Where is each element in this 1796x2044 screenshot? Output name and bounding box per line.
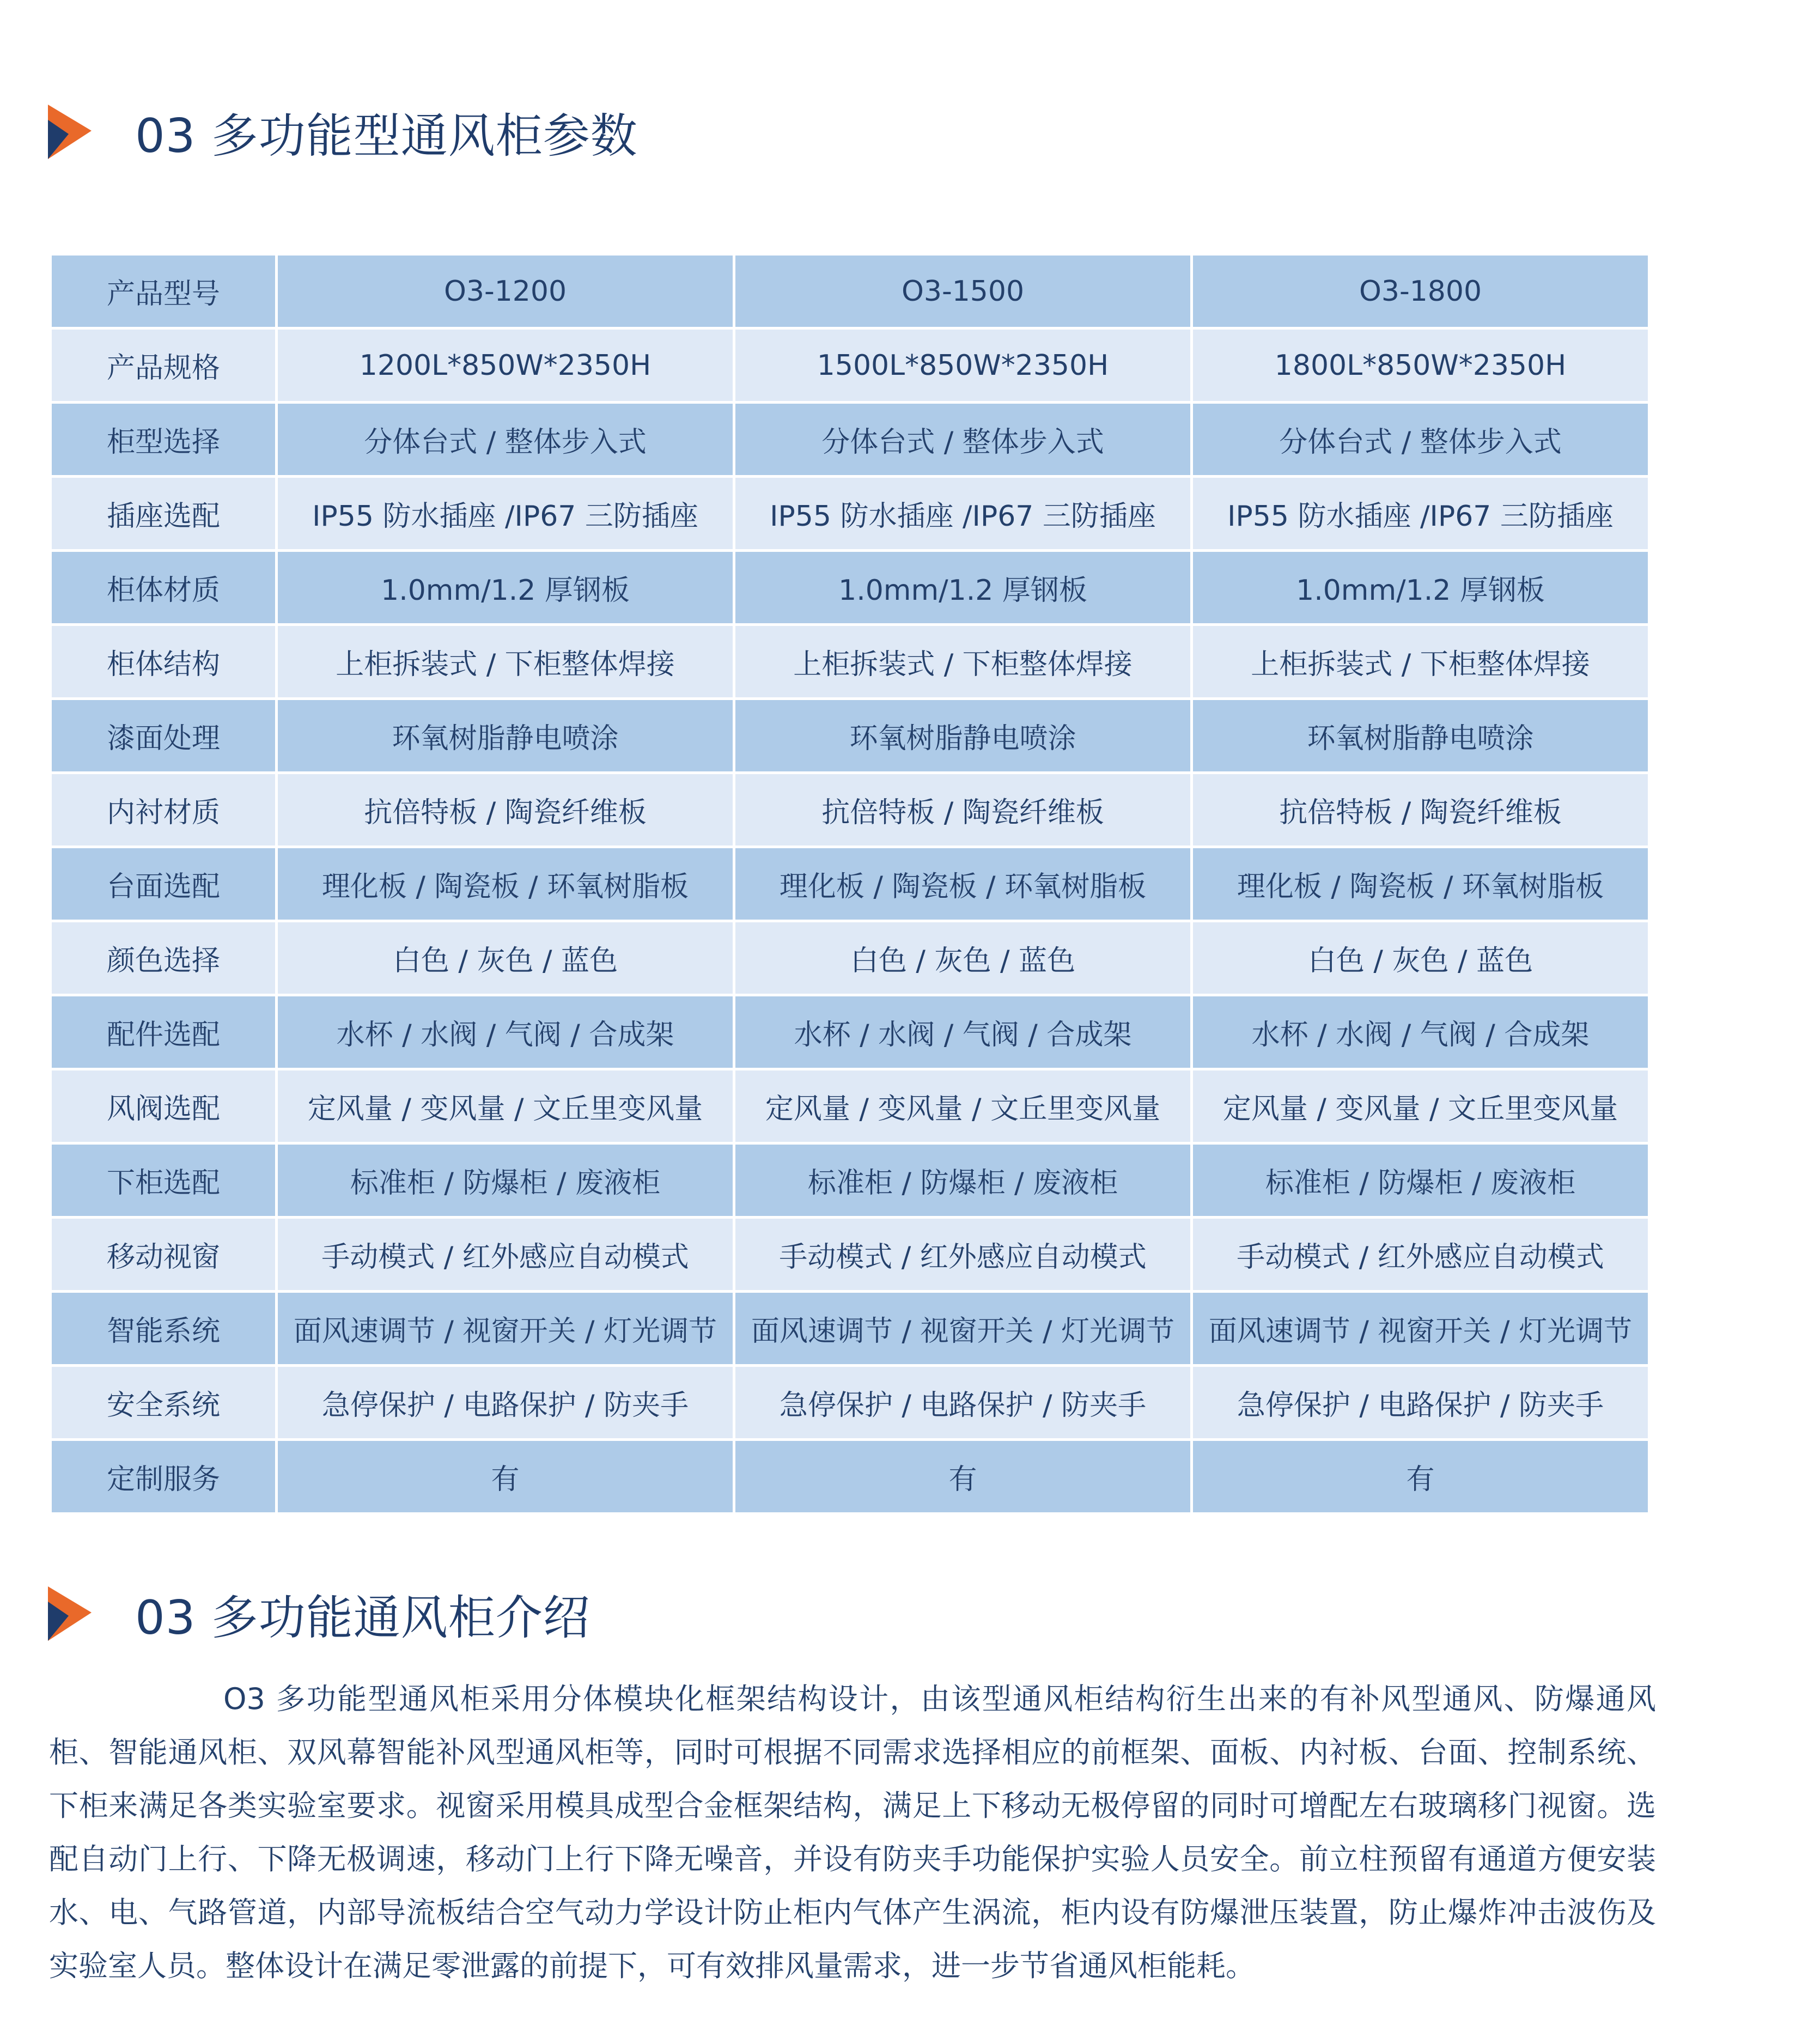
table-cell: 上柜拆装式 / 下柜整体焊接 bbox=[277, 625, 734, 699]
table-row bbox=[51, 1069, 1649, 1143]
table-cell: 理化板 / 陶瓷板 / 环氧树脂板 bbox=[1192, 847, 1649, 921]
table-cell: 手动模式 / 红外感应自动模式 bbox=[1192, 1218, 1649, 1292]
table-row bbox=[51, 847, 1649, 921]
table-cell: 理化板 / 陶瓷板 / 环氧树脂板 bbox=[277, 847, 734, 921]
triangle-marker-icon bbox=[48, 105, 92, 159]
table-cell: 面风速调节 / 视窗开关 / 灯光调节 bbox=[734, 1292, 1192, 1366]
table-cell: 1.0mm/1.2 厚钢板 bbox=[734, 551, 1192, 625]
row-label: 产品型号 bbox=[51, 254, 277, 328]
table-cell: 分体台式 / 整体步入式 bbox=[734, 403, 1192, 477]
table-row bbox=[51, 921, 1649, 995]
row-label: 移动视窗 bbox=[51, 1218, 277, 1292]
table-row bbox=[51, 477, 1649, 551]
intro-paragraph bbox=[49, 1672, 1656, 1993]
table-cell: 水杯 / 水阀 / 气阀 / 合成架 bbox=[1192, 995, 1649, 1069]
row-label: 颜色选择 bbox=[51, 921, 277, 995]
row-label: 下柜选配 bbox=[51, 1143, 277, 1218]
table-cell: 定风量 / 变风量 / 文丘里变风量 bbox=[1192, 1069, 1649, 1143]
table-cell: 分体台式 / 整体步入式 bbox=[277, 403, 734, 477]
table-cell: 上柜拆装式 / 下柜整体焊接 bbox=[734, 625, 1192, 699]
table-row bbox=[51, 551, 1649, 625]
row-label: 柜体材质 bbox=[51, 551, 277, 625]
row-label: 配件选配 bbox=[51, 995, 277, 1069]
table-cell: 手动模式 / 红外感应自动模式 bbox=[734, 1218, 1192, 1292]
table-row bbox=[51, 403, 1649, 477]
table-cell: 有 bbox=[277, 1440, 734, 1514]
table-row bbox=[51, 773, 1649, 847]
table-cell: 急停保护 / 电路保护 / 防夹手 bbox=[277, 1366, 734, 1440]
table-cell: IP55 防水插座 /IP67 三防插座 bbox=[1192, 477, 1649, 551]
row-label: 风阀选配 bbox=[51, 1069, 277, 1143]
table-cell: 手动模式 / 红外感应自动模式 bbox=[277, 1218, 734, 1292]
table-cell: 定风量 / 变风量 / 文丘里变风量 bbox=[277, 1069, 734, 1143]
table-cell: 标准柜 / 防爆柜 / 废液柜 bbox=[277, 1143, 734, 1218]
table-cell: 环氧树脂静电喷涂 bbox=[277, 699, 734, 773]
row-label: 柜体结构 bbox=[51, 625, 277, 699]
table-row bbox=[51, 1366, 1649, 1440]
row-label: 台面选配 bbox=[51, 847, 277, 921]
table-cell: 环氧树脂静电喷涂 bbox=[734, 699, 1192, 773]
model-cell: O3-1200 bbox=[277, 254, 734, 328]
table-cell: 分体台式 / 整体步入式 bbox=[1192, 403, 1649, 477]
table-cell: 水杯 / 水阀 / 气阀 / 合成架 bbox=[734, 995, 1192, 1069]
row-label: 内衬材质 bbox=[51, 773, 277, 847]
table-cell: 1.0mm/1.2 厚钢板 bbox=[277, 551, 734, 625]
table-row bbox=[51, 1292, 1649, 1366]
row-label: 智能系统 bbox=[51, 1292, 277, 1366]
table-cell: 上柜拆装式 / 下柜整体焊接 bbox=[1192, 625, 1649, 699]
table-cell: 1800L*850W*2350H bbox=[1192, 328, 1649, 403]
section-title-intro: 03 多功能通风柜介绍 bbox=[135, 1591, 590, 1645]
table-row bbox=[51, 699, 1649, 773]
model-cell: O3-1800 bbox=[1192, 254, 1649, 328]
table-row bbox=[51, 995, 1649, 1069]
table-cell: 环氧树脂静电喷涂 bbox=[1192, 699, 1649, 773]
row-label: 插座选配 bbox=[51, 477, 277, 551]
table-cell: 白色 / 灰色 / 蓝色 bbox=[734, 921, 1192, 995]
table-row bbox=[51, 328, 1649, 403]
table-cell: 1500L*850W*2350H bbox=[734, 328, 1192, 403]
table-cell: 白色 / 灰色 / 蓝色 bbox=[1192, 921, 1649, 995]
section-header-params bbox=[48, 98, 638, 166]
spec-table bbox=[49, 253, 1651, 1515]
table-cell: 标准柜 / 防爆柜 / 废液柜 bbox=[1192, 1143, 1649, 1218]
row-label: 定制服务 bbox=[51, 1440, 277, 1514]
row-label: 安全系统 bbox=[51, 1366, 277, 1440]
intro-text: O3 多功能型通风柜采用分体模块化框架结构设计，由该型通风柜结构衍生出来的有补风型通风、防爆通风柜、智能通风柜、双风幕智能补风型通风柜等，同时可根据不同需求选择相应的前框架、面板、内衬板、台面、控制系统、下柜来满足各类实验室要求。视窗采用模具成型合金框架结构，满足上下移动无极停留的同时可增配左右玻璃移门视窗。选配自动门上行、下降无极调速，移动门上行下降无噪音，并设有防夹手功能保护实验人员安全。前立柱预留有通道方便安装水、电、气路管道，内部导流板结合空气动力学设计防止柜内气体产生涡流，柜内设有防爆泄压装置，防止爆炸冲击波伤及实验室人员。整体设计在满足零泄露的前提下，可有效排风量需求，进一步节省通风柜能耗。 bbox=[49, 1682, 1656, 1983]
table-cell: 定风量 / 变风量 / 文丘里变风量 bbox=[734, 1069, 1192, 1143]
table-row bbox=[51, 1440, 1649, 1514]
table-cell: 1200L*850W*2350H bbox=[277, 328, 734, 403]
table-cell: 1.0mm/1.2 厚钢板 bbox=[1192, 551, 1649, 625]
table-header-row bbox=[51, 254, 1649, 328]
table-cell: 水杯 / 水阀 / 气阀 / 合成架 bbox=[277, 995, 734, 1069]
table-cell: 急停保护 / 电路保护 / 防夹手 bbox=[1192, 1366, 1649, 1440]
table-row bbox=[51, 1218, 1649, 1292]
table-cell: IP55 防水插座 /IP67 三防插座 bbox=[734, 477, 1192, 551]
table-cell: 抗倍特板 / 陶瓷纤维板 bbox=[734, 773, 1192, 847]
table-cell: 抗倍特板 / 陶瓷纤维板 bbox=[1192, 773, 1649, 847]
table-row bbox=[51, 1143, 1649, 1218]
triangle-marker-icon bbox=[48, 1586, 92, 1641]
table-cell: 有 bbox=[734, 1440, 1192, 1514]
table-cell: 有 bbox=[1192, 1440, 1649, 1514]
table-cell: 急停保护 / 电路保护 / 防夹手 bbox=[734, 1366, 1192, 1440]
section-title-params: 03 多功能型通风柜参数 bbox=[135, 109, 638, 163]
table-cell: 白色 / 灰色 / 蓝色 bbox=[277, 921, 734, 995]
row-label: 柜型选择 bbox=[51, 403, 277, 477]
table-row bbox=[51, 625, 1649, 699]
row-label: 漆面处理 bbox=[51, 699, 277, 773]
table-cell: 面风速调节 / 视窗开关 / 灯光调节 bbox=[1192, 1292, 1649, 1366]
table-cell: 抗倍特板 / 陶瓷纤维板 bbox=[277, 773, 734, 847]
table-cell: 理化板 / 陶瓷板 / 环氧树脂板 bbox=[734, 847, 1192, 921]
table-cell: IP55 防水插座 /IP67 三防插座 bbox=[277, 477, 734, 551]
row-label: 产品规格 bbox=[51, 328, 277, 403]
section-header-intro bbox=[48, 1580, 590, 1647]
model-cell: O3-1500 bbox=[734, 254, 1192, 328]
table-cell: 面风速调节 / 视窗开关 / 灯光调节 bbox=[277, 1292, 734, 1366]
table-cell: 标准柜 / 防爆柜 / 废液柜 bbox=[734, 1143, 1192, 1218]
